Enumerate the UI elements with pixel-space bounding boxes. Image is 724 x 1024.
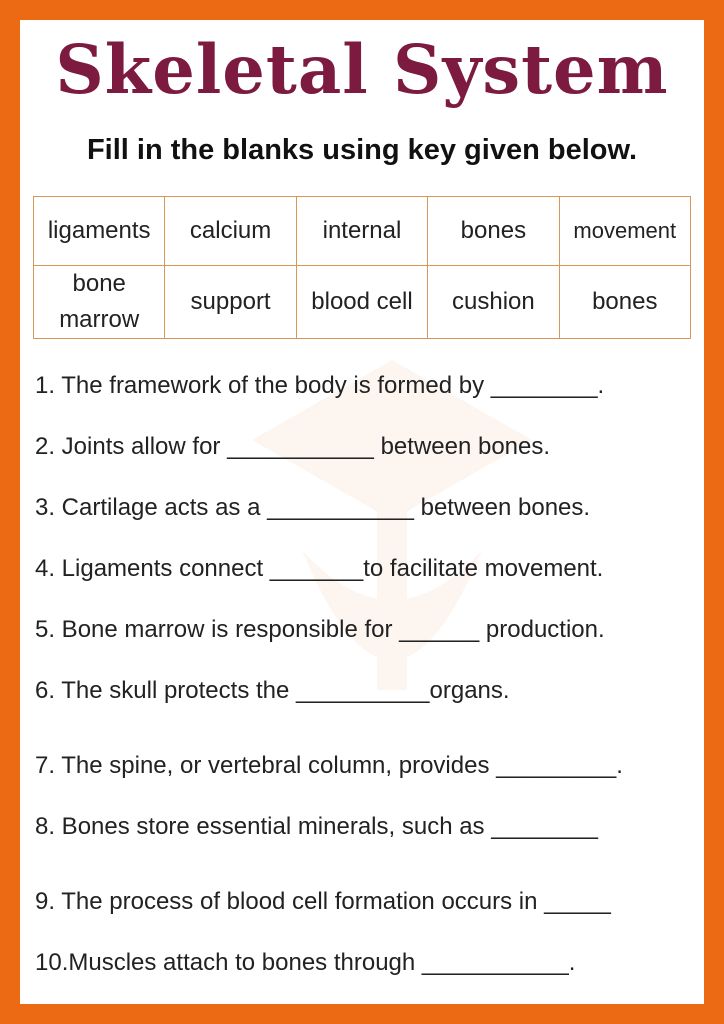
question-item: 2. Joints allow for ___________ between bones. <box>35 433 551 460</box>
worksheet-page <box>20 20 704 1004</box>
key-cell: blood cell <box>296 266 427 339</box>
question-item: 7. The spine, or vertebral column, provides _________. <box>35 752 623 779</box>
key-cell: bones <box>559 266 690 339</box>
key-cell: internal <box>296 197 427 266</box>
table-row <box>34 266 691 339</box>
key-cell: calcium <box>165 197 296 266</box>
table-row <box>34 197 691 266</box>
question-item: 6. The skull protects the __________organs. <box>35 677 510 704</box>
instruction-text: Fill in the blanks using key given below. <box>86 134 638 166</box>
key-cell: ligaments <box>34 197 165 266</box>
page-title: Skeletal System <box>55 30 669 109</box>
word-key-table <box>33 196 691 339</box>
key-cell: bone marrow <box>34 266 165 339</box>
question-item: 3. Cartilage acts as a ___________ between bones. <box>35 494 591 521</box>
question-item: 1. The framework of the body is formed by ________. <box>35 372 605 399</box>
question-item: 9. The process of blood cell formation occurs in _____ <box>35 888 611 915</box>
question-item: 8. Bones store essential minerals, such as ________ <box>35 813 599 840</box>
key-cell: cushion <box>428 266 559 339</box>
key-cell: movement <box>559 197 690 266</box>
question-item: 10.Muscles attach to bones through ___________. <box>35 949 576 976</box>
question-item: 4. Ligaments connect _______to facilitate movement. <box>35 555 604 582</box>
key-cell: support <box>165 266 296 339</box>
question-item: 5. Bone marrow is responsible for ______ production. <box>35 616 605 643</box>
key-cell: bones <box>428 197 559 266</box>
